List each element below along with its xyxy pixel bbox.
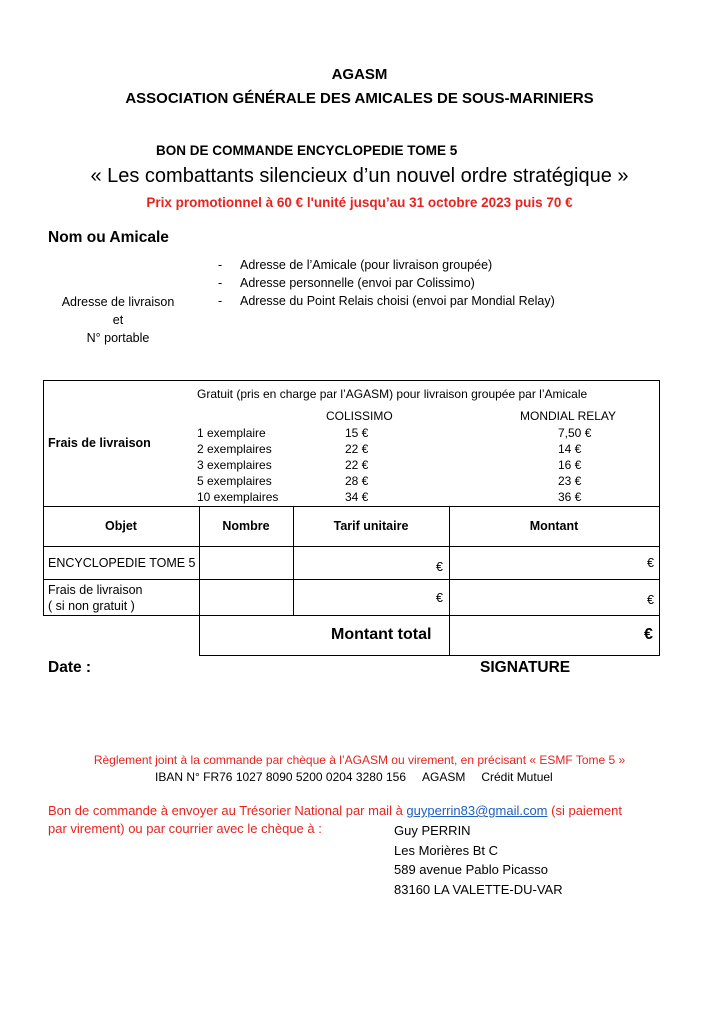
mailing-address — [394, 821, 563, 899]
total-label: Montant total — [331, 626, 432, 643]
row-shipping-label: Frais de livraison — [48, 583, 143, 597]
payment-instructions: Règlement joint à la commande par chèque à l’AGASM ou virement, en précisant « ESMF Tome 5 » — [93, 753, 626, 767]
shipping-qty: 10 exemplaires — [197, 490, 279, 504]
table-border — [43, 615, 660, 616]
colissimo-price: 34 € — [345, 490, 369, 504]
mondial-relay-header: MONDIAL RELAY — [520, 409, 617, 423]
free-shipping-note: Gratuit (pris en charge par l’AGASM) pour livraison groupée par l’Amicale — [197, 387, 588, 401]
total-euro-sign: € — [644, 626, 653, 643]
header-nombre: Nombre — [222, 519, 270, 533]
organization-full-name: ASSOCIATION GÉNÉRALE DES AMICALES DE SOUS-MARINIERS — [125, 90, 594, 107]
address-label-line: Adresse de livraison — [61, 295, 175, 309]
mondial-price: 7,50 € — [558, 426, 592, 440]
address-option: - Adresse du Point Relais choisi (envoi par Mondial Relay) — [218, 294, 555, 308]
table-border — [43, 380, 660, 381]
table-border — [659, 380, 660, 656]
shipping-qty: 3 exemplaires — [197, 458, 272, 472]
mailing-instructions — [48, 803, 622, 818]
book-title: « Les combattants silencieux d’un nouvel ordre stratégique » — [90, 165, 629, 187]
shipping-qty: 5 exemplaires — [197, 474, 272, 488]
header-objet: Objet — [105, 519, 137, 533]
shipping-qty: 1 exemplaire — [197, 426, 266, 440]
order-table — [43, 380, 660, 656]
colissimo-price: 15 € — [345, 426, 369, 440]
header-montant: Montant — [529, 519, 579, 533]
address-label-line: N° portable — [86, 331, 150, 345]
address-line: Les Morières Bt C — [394, 842, 499, 858]
organization-acronym: AGASM — [331, 66, 388, 83]
mailing-text: Bon de commande à envoyer au Trésorier National par mail à — [48, 803, 403, 818]
euro-sign: € — [436, 560, 443, 574]
name-label: Nom ou Amicale — [48, 229, 169, 246]
euro-sign: € — [647, 593, 654, 607]
table-border — [43, 506, 660, 507]
date-label: Date : — [48, 659, 92, 676]
address-option: - Adresse de l’Amicale (pour livraison groupée) — [218, 258, 493, 272]
table-border — [199, 655, 660, 656]
iban-line — [155, 770, 553, 784]
iban-holder: AGASM — [422, 770, 466, 784]
email-link[interactable]: guyperrin83@gmail.com — [406, 803, 548, 818]
delivery-address-label — [45, 293, 191, 347]
iban: IBAN N° FR76 1027 8090 5200 0204 3280 156 — [155, 770, 406, 784]
address-label-line: et — [112, 313, 124, 327]
address-line: 83160 LA VALETTE-DU-VAR — [394, 881, 563, 897]
row-shipping-sublabel: ( si non gratuit ) — [48, 599, 135, 613]
address-line: 589 avenue Pablo Picasso — [394, 862, 548, 877]
euro-sign: € — [647, 556, 654, 570]
address-line: Guy PERRIN — [394, 823, 471, 838]
colissimo-price: 22 € — [345, 458, 369, 472]
signature-label: SIGNATURE — [480, 659, 571, 676]
promo-price: Prix promotionnel à 60 € l'unité jusqu’au 31 octobre 2023 puis 70 € — [146, 195, 573, 210]
address-option-text: Adresse personnelle (envoi par Colissimo) — [240, 276, 475, 290]
shipping-qty: 2 exemplaires — [197, 442, 272, 456]
address-option-text: Adresse du Point Relais choisi (envoi par Mondial Relay) — [240, 294, 555, 308]
form-title: BON DE COMMANDE ENCYCLOPEDIE TOME 5 — [156, 143, 458, 158]
row-encyclopedie-label: ENCYCLOPEDIE TOME 5 — [48, 556, 196, 570]
address-option-text: Adresse de l’Amicale (pour livraison groupée) — [240, 258, 493, 272]
mondial-price: 23 € — [558, 474, 582, 488]
colissimo-price: 22 € — [345, 442, 369, 456]
mondial-price: 16 € — [558, 458, 582, 472]
mondial-price: 36 € — [558, 490, 582, 504]
table-border — [43, 579, 660, 580]
table-border — [43, 546, 660, 547]
mondial-price: 14 € — [558, 442, 582, 456]
mailing-instructions-line2: par virement) ou par courrier avec le chèque à : — [48, 821, 322, 836]
shipping-label: Frais de livraison — [48, 436, 151, 450]
mailing-text-after: (si paiement — [551, 803, 622, 818]
bank-name: Crédit Mutuel — [481, 770, 553, 784]
header-tarif: Tarif unitaire — [333, 519, 409, 533]
address-option: - Adresse personnelle (envoi par Colissimo) — [218, 276, 475, 290]
table-border — [43, 380, 44, 616]
colissimo-price: 28 € — [345, 474, 369, 488]
euro-sign: € — [436, 591, 443, 605]
colissimo-header: COLISSIMO — [326, 409, 393, 423]
